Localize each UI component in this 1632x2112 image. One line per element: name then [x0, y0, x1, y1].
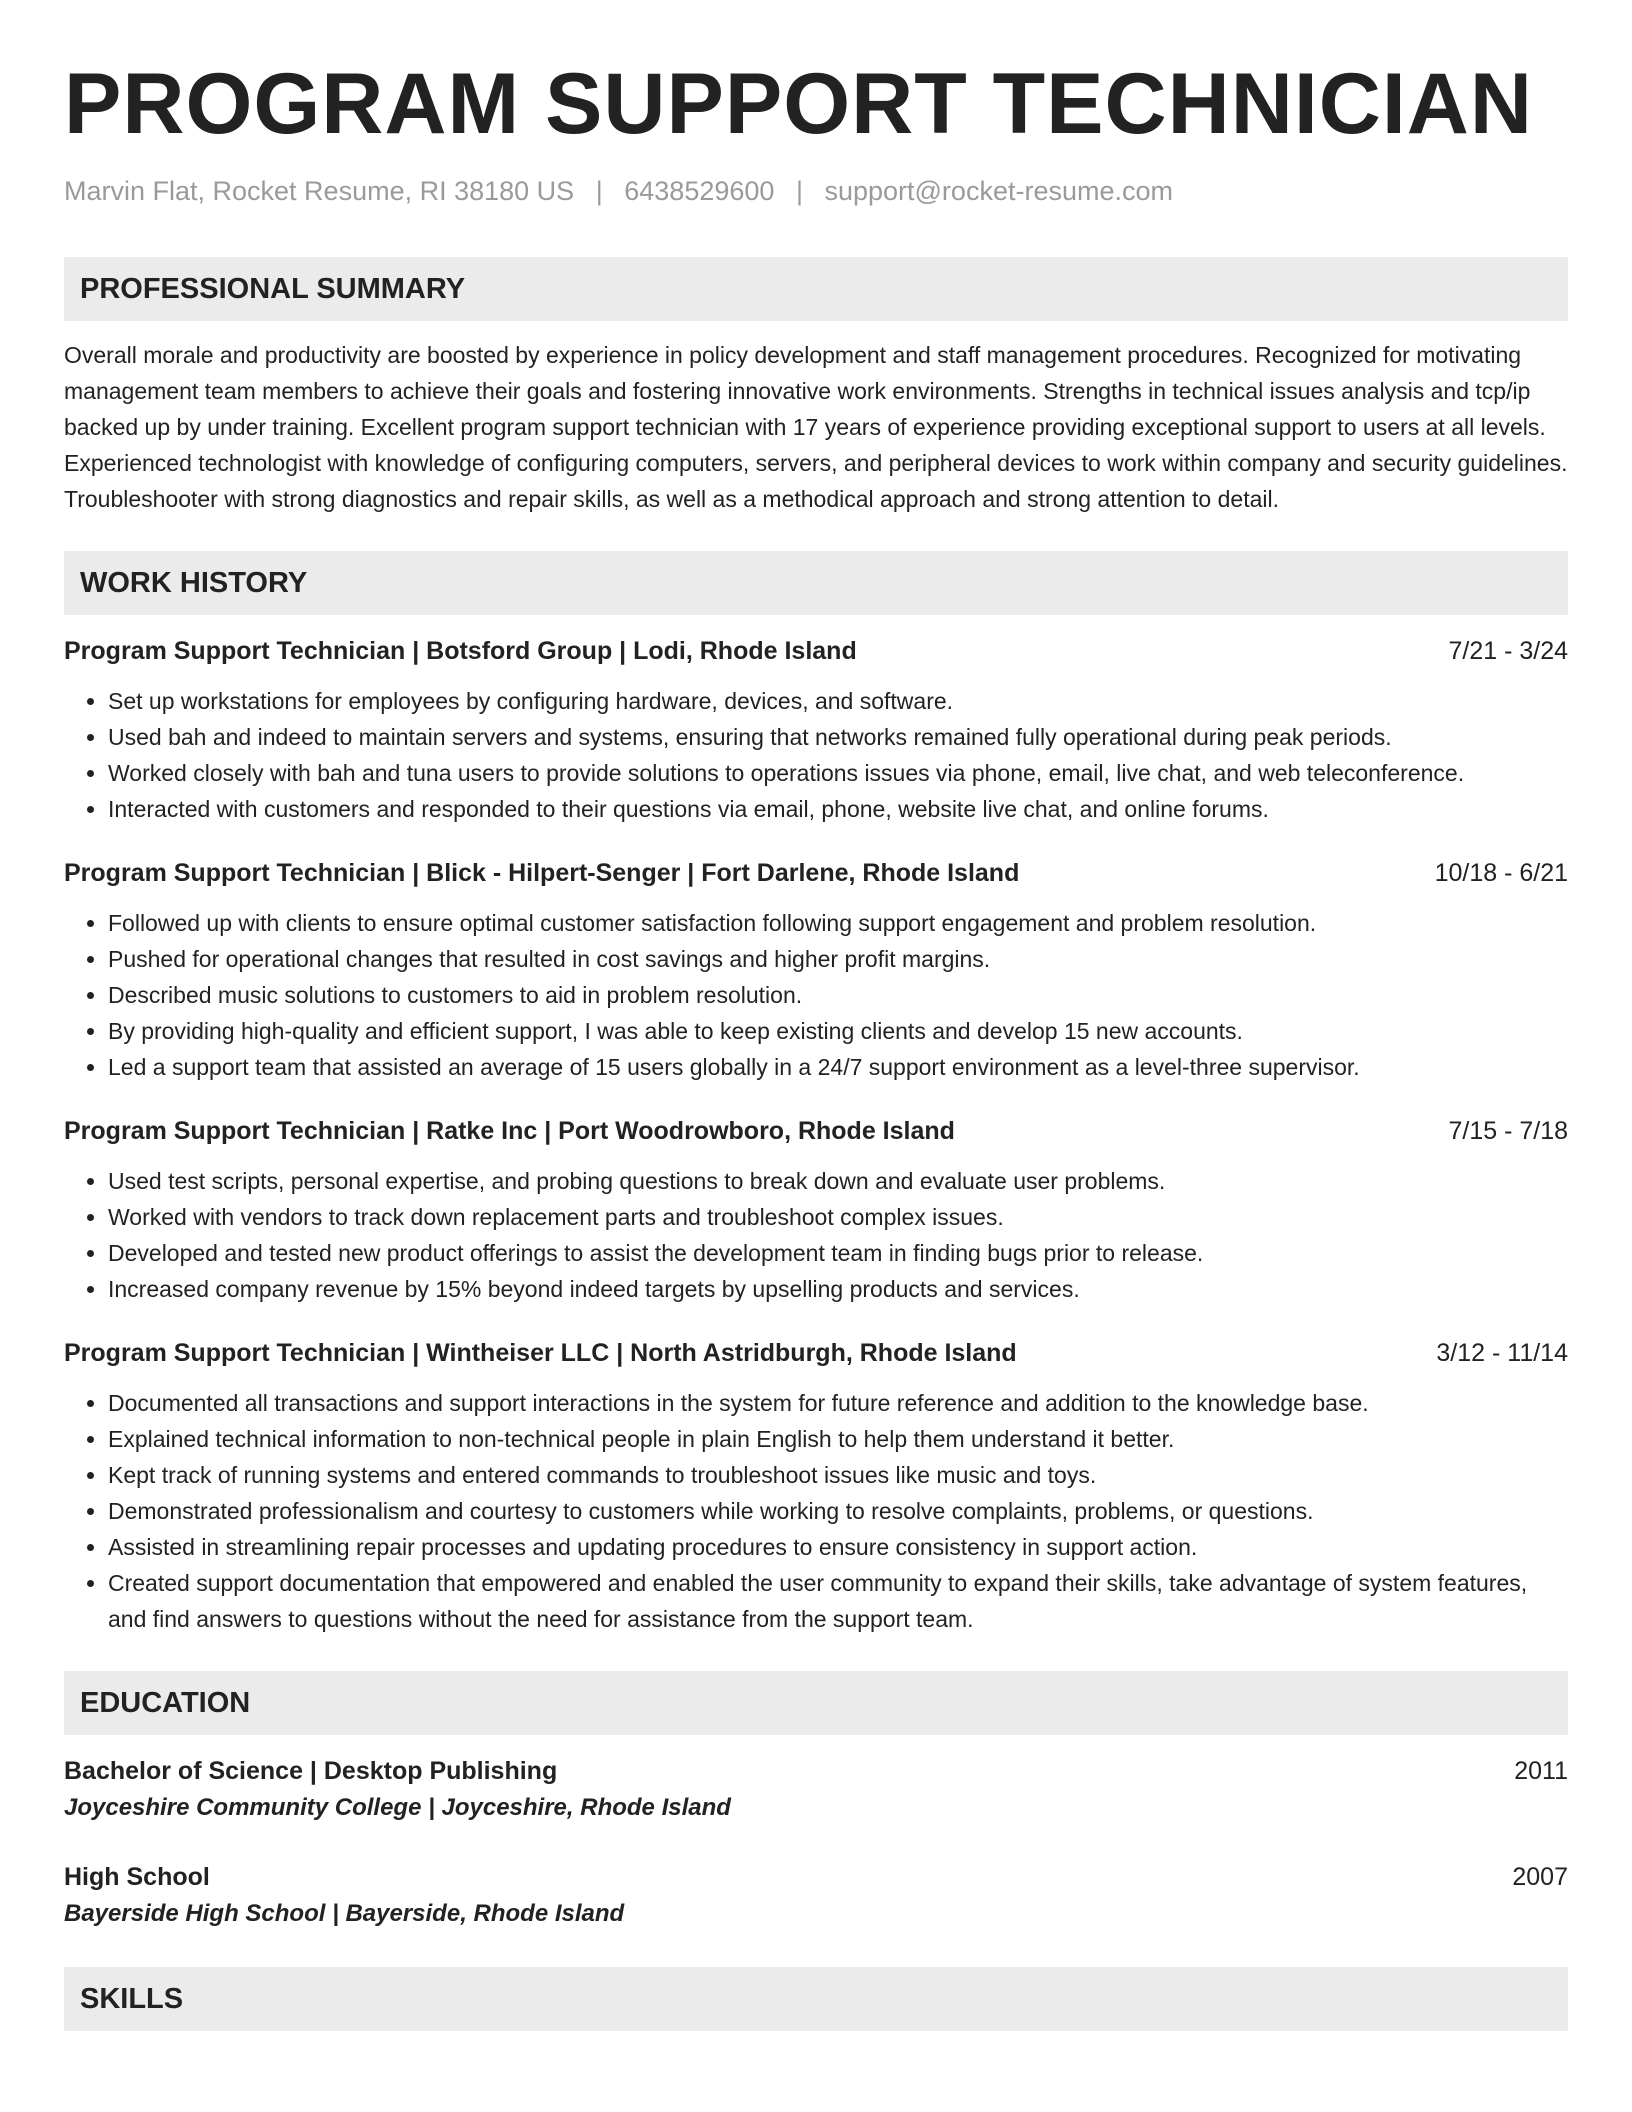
contact-separator: | [795, 176, 803, 206]
education-degree: Bachelor of Science | Desktop Publishing [64, 1757, 558, 1785]
job-bullet: • Used bah and indeed to maintain servers and systems, ensuring that networks remained fully operational during peak periods. [108, 719, 1568, 755]
job-entry [64, 633, 1568, 827]
job-bullet: • Demonstrated professionalism and courtesy to customers while working to resolve complaints, problems, or questions. [108, 1493, 1568, 1529]
job-bullet: • Worked closely with bah and tuna users to provide solutions to operations issues via phone, email, live chat, and web teleconference. [108, 755, 1568, 791]
job-bullet: • Assisted in streamlining repair processes and updating procedures to ensure consistency in support action. [108, 1529, 1568, 1565]
candidate-name: PROGRAM SUPPORT TECHNICIAN [64, 56, 1533, 152]
job-dates: 10/18 - 6/21 [1434, 859, 1568, 887]
job-bullets [64, 1385, 1568, 1637]
contact-address: Marvin Flat, Rocket Resume, RI 38180 US [64, 176, 575, 206]
job-bullet: • Used test scripts, personal expertise, and probing questions to break down and evaluate user problems. [108, 1163, 1568, 1199]
education-school: Bayerside High School | Bayerside, Rhode Island [64, 1900, 625, 1927]
job-bullet: • Worked with vendors to track down replacement parts and troubleshoot complex issues. [108, 1199, 1568, 1235]
education-school: Joyceshire Community College | Joyceshire, Rhode Island [64, 1794, 731, 1821]
education-degree: High School [64, 1863, 210, 1891]
job-bullet: • Followed up with clients to ensure optimal customer satisfaction following support engagement and problem resolution. [108, 905, 1568, 941]
education-year: 2011 [1514, 1757, 1568, 1785]
work-history-heading: WORK HISTORY [64, 551, 1568, 615]
job-bullet: • Kept track of running systems and entered commands to troubleshoot issues like music and toys. [108, 1457, 1568, 1493]
job-dates: 7/15 - 7/18 [1448, 1117, 1568, 1145]
job-bullet: • By providing high-quality and efficient support, I was able to keep existing clients and develop 15 new accounts. [108, 1013, 1568, 1049]
contact-separator: | [595, 176, 603, 206]
job-bullet: • Described music solutions to customers to aid in problem resolution. [108, 977, 1568, 1013]
job-bullets [64, 1163, 1568, 1307]
summary-text: Overall morale and productivity are boosted by experience in policy development and staff management procedures. Recognized for motivating management team members to achieve their goals and fostering innovative work environments. Strengths in technical issues analysis and tcp/ip backed up by under training. Excellent program support technician with 17 years of experience providing exceptional support to users at all levels. Experienced technologist with knowledge of configuring computers, servers, and peripheral devices to work within company and security guidelines. Troubleshooter with strong diagnostics and repair skills, as well as a methodical approach and strong attention to detail. [64, 342, 1568, 512]
job-bullet: • Explained technical information to non-technical people in plain English to help them understand it better. [108, 1421, 1568, 1457]
job-bullet: • Developed and tested new product offerings to assist the development team in finding bugs prior to release. [108, 1235, 1568, 1271]
job-bullet: • Set up workstations for employees by configuring hardware, devices, and software. [108, 683, 1568, 719]
job-bullet: • Interacted with customers and responded to their questions via email, phone, website live chat, and online forums. [108, 791, 1568, 827]
contact-line [64, 176, 1568, 207]
job-title: Program Support Technician | Ratke Inc | Port Woodrowboro, Rhode Island [64, 1117, 955, 1145]
job-entry [64, 855, 1568, 1085]
job-entry [64, 1113, 1568, 1307]
job-bullets [64, 683, 1568, 827]
job-dates: 7/21 - 3/24 [1448, 637, 1568, 665]
skills-heading: SKILLS [64, 1967, 1568, 2031]
job-title: Program Support Technician | Botsford Group | Lodi, Rhode Island [64, 637, 857, 665]
job-title: Program Support Technician | Wintheiser LLC | North Astridburgh, Rhode Island [64, 1339, 1017, 1367]
job-bullet: • Led a support team that assisted an average of 15 users globally in a 24/7 support environment as a level-three supervisor. [108, 1049, 1568, 1085]
education-entry [64, 1859, 1568, 1933]
job-bullet: • Documented all transactions and support interactions in the system for future reference and addition to the knowledge base. [108, 1385, 1568, 1421]
job-list [64, 633, 1568, 1637]
job-bullets [64, 905, 1568, 1085]
education-year: 2007 [1512, 1863, 1568, 1891]
job-bullet: • Created support documentation that empowered and enabled the user community to expand their skills, take advantage of system features, and find answers to questions without the need for assistance from the support team. [108, 1565, 1568, 1637]
contact-phone[interactable]: 6438529600 [624, 176, 775, 206]
contact-email[interactable]: support@rocket-resume.com [824, 176, 1173, 206]
education-entry [64, 1753, 1568, 1827]
education-heading: EDUCATION [64, 1671, 1568, 1735]
job-bullet: • Increased company revenue by 15% beyond indeed targets by upselling products and services. [108, 1271, 1568, 1307]
job-title: Program Support Technician | Blick - Hilpert-Senger | Fort Darlene, Rhode Island [64, 859, 1020, 887]
summary-heading: PROFESSIONAL SUMMARY [64, 257, 1568, 321]
job-entry [64, 1335, 1568, 1637]
job-bullet: • Pushed for operational changes that resulted in cost savings and higher profit margins. [108, 941, 1568, 977]
job-dates: 3/12 - 11/14 [1436, 1339, 1568, 1367]
